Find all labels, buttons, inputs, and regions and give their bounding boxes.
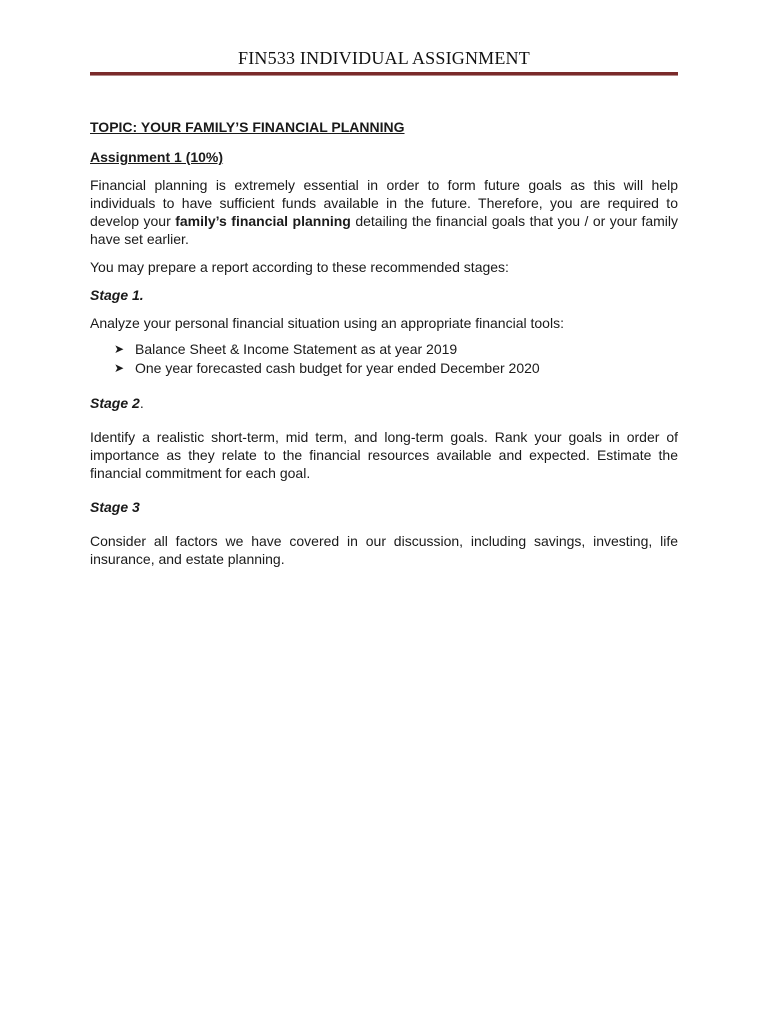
list-item-text: One year forecasted cash budget for year ended December 2020 bbox=[135, 360, 540, 376]
list-item bbox=[114, 359, 678, 378]
stage-1-description: Analyze your personal financial situation using an appropriate financial tools: bbox=[90, 315, 564, 331]
stage-3-description: Consider all factors we have covered in our discussion, including savings, investing, life insurance, and estate planning. bbox=[90, 533, 678, 567]
stage-3-heading: Stage 3 bbox=[90, 499, 140, 515]
intro-paragraph bbox=[90, 176, 678, 248]
stage-2-heading-text: Stage 2 bbox=[90, 395, 140, 411]
document-header-title: FIN533 INDIVIDUAL ASSIGNMENT bbox=[238, 48, 530, 68]
intro-text-before: Financial planning is extremely essential in order to form future goals as this will help individuals to have sufficient funds available in the future. Therefore, you are required to develop your bbox=[90, 177, 678, 229]
intro-emphasis: family’s financial planning bbox=[175, 213, 351, 229]
assignment-heading: Assignment 1 (10%) bbox=[90, 149, 224, 165]
stage-1-heading: Stage 1. bbox=[90, 287, 144, 303]
stage-2-heading-suffix: . bbox=[139, 395, 144, 411]
document-body bbox=[90, 118, 678, 578]
stages-intro: You may prepare a report according to these recommended stages: bbox=[90, 259, 509, 275]
topic-heading: TOPIC: YOUR FAMILY’S FINANCIAL PLANNING bbox=[90, 119, 405, 135]
header-divider bbox=[90, 72, 678, 76]
arrowhead-bullet-icon: ➤ bbox=[114, 361, 125, 375]
list-item-text: Balance Sheet & Income Statement as at year 2019 bbox=[135, 341, 458, 357]
stage-1-list bbox=[90, 340, 678, 378]
stage-2-description: Identify a realistic short-term, mid term, and long-term goals. Rank your goals in order of importance as they relate to the financial resources available and expected. Estimate the financial commitment for each goal. bbox=[90, 429, 678, 481]
stage-2-heading bbox=[90, 394, 678, 412]
arrowhead-bullet-icon: ➤ bbox=[114, 342, 125, 356]
list-item bbox=[114, 340, 678, 359]
intro-text-after: detailing the financial goals that you / or your family have set earlier. bbox=[90, 213, 678, 247]
